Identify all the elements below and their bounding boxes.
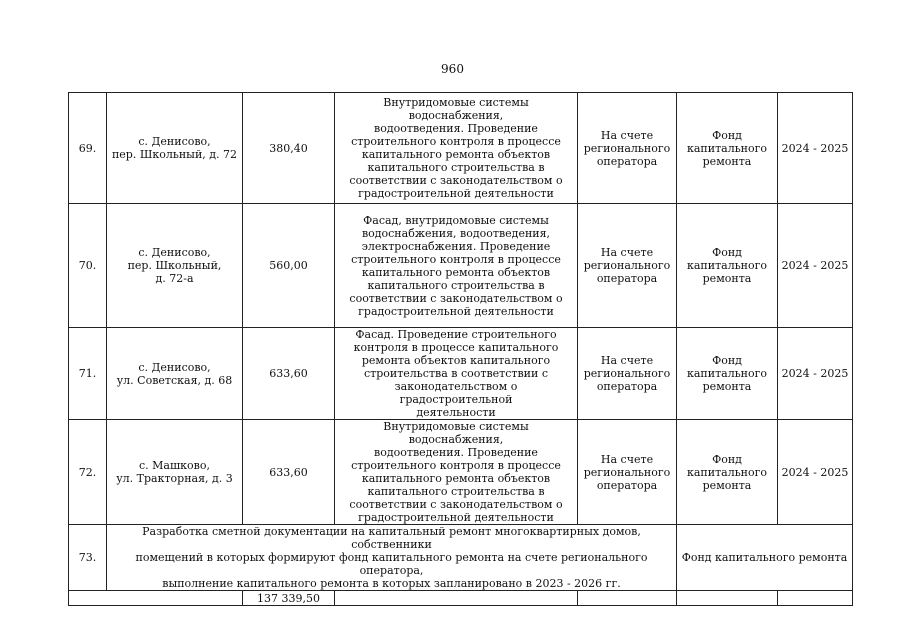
description-line: помещений в которых формируют фонд капитального ремонта на счете регионального оператора, xyxy=(135,551,648,577)
work-line: водоснабжения, водоотведения, xyxy=(361,226,551,240)
page-number: 960 xyxy=(441,62,464,76)
address-cell xyxy=(107,204,243,328)
account-line: оператора xyxy=(596,478,658,492)
account-line: регионального xyxy=(583,141,671,155)
table-row xyxy=(69,93,853,204)
fund-cell xyxy=(677,328,778,420)
table-row xyxy=(69,204,853,328)
fund-line: капитального xyxy=(686,367,768,380)
work-description-cell xyxy=(335,420,578,525)
address-line: д. 72-а xyxy=(155,272,194,285)
row-number: 70. xyxy=(69,204,107,328)
account-cell xyxy=(578,328,677,420)
work-line: соответствии с законодательством о xyxy=(349,498,563,511)
empty-cell xyxy=(677,591,778,606)
work-line: ремонта объектов капитального xyxy=(361,354,551,367)
address-line: пер. Школьный, xyxy=(127,259,222,272)
work-line: градостроительной деятельности xyxy=(358,304,554,318)
work-description-cell xyxy=(335,204,578,328)
total-row xyxy=(69,591,853,606)
fund-line: Фонд xyxy=(712,354,742,367)
fund-line: капитального xyxy=(686,141,768,155)
work-line: градостроительной деятельности xyxy=(358,511,554,524)
work-line: строительства в соответствии с xyxy=(363,367,549,380)
fund-line: ремонта xyxy=(702,478,752,492)
work-line: деятельности xyxy=(416,406,496,419)
address-line: с. Денисово, xyxy=(138,246,211,259)
work-line: электроснабжения. Проведение xyxy=(361,239,551,253)
work-line: капитального ремонта объектов xyxy=(361,472,551,485)
work-line: капитального ремонта объектов xyxy=(361,265,551,279)
table-row xyxy=(69,420,853,525)
work-line: Фасад, внутридомовые системы xyxy=(363,213,549,227)
fund-line: капитального xyxy=(686,259,768,272)
design-documentation-description xyxy=(107,525,677,591)
fund-line: ремонта xyxy=(702,154,752,168)
work-line: капитального строительства в xyxy=(367,161,545,174)
empty-cell xyxy=(778,591,853,606)
description-line: Разработка сметной документации на капитальный ремонт многоквартирных домов, собственники xyxy=(142,525,641,551)
fund-line: капитального xyxy=(686,465,768,479)
fund-line: Фонд xyxy=(712,452,742,466)
account-line: На счете xyxy=(600,452,654,466)
work-line: строительного контроля в процессе xyxy=(351,459,561,472)
address-line: ул. Тракторная, д. 3 xyxy=(116,472,233,485)
row-number: 69. xyxy=(69,93,107,204)
cost-cell: 633,60 xyxy=(243,420,335,525)
work-description-cell xyxy=(335,93,578,204)
address-cell xyxy=(107,420,243,525)
work-line: контроля в процессе капитального xyxy=(353,341,559,354)
cost-cell: 380,40 xyxy=(243,93,335,204)
fund-line: ремонта xyxy=(702,380,752,393)
empty-cell xyxy=(335,591,578,606)
account-line: регионального xyxy=(583,367,671,380)
row-number: 73. xyxy=(69,525,107,591)
row-number: 71. xyxy=(69,328,107,420)
work-line: соответствии с законодательством о xyxy=(349,174,563,187)
row-number: 72. xyxy=(69,420,107,525)
address-line: пер. Школьный, д. 72 xyxy=(111,148,238,161)
cost-cell: 560,00 xyxy=(243,204,335,328)
address-line: с. Денисово, xyxy=(138,135,211,148)
description-line: выполнение капитального ремонта в которых запланировано в 2023 - 2026 гг. xyxy=(162,577,621,590)
table-row xyxy=(69,525,853,591)
work-line: капитального ремонта объектов xyxy=(361,148,551,161)
fund-cell xyxy=(677,204,778,328)
total-cost: 137 339,50 xyxy=(243,591,335,606)
fund-line: Фонд xyxy=(712,128,742,142)
account-cell xyxy=(578,420,677,525)
empty-cell xyxy=(578,591,677,606)
capital-repair-table xyxy=(68,92,853,606)
period-cell: 2024 - 2025 xyxy=(778,328,853,420)
fund-cell xyxy=(677,420,778,525)
account-cell xyxy=(578,204,677,328)
work-line: Внутридомовые системы водоснабжения, xyxy=(383,96,529,122)
work-line: строительного контроля в процессе xyxy=(351,252,561,266)
account-line: На счете xyxy=(600,246,654,259)
fund-line: Фонд xyxy=(712,246,742,259)
account-line: оператора xyxy=(596,154,658,168)
empty-cell xyxy=(69,591,243,606)
work-line: строительного контроля в процессе xyxy=(351,135,561,148)
work-line: градостроительной деятельности xyxy=(358,187,554,200)
address-line: с. Денисово, xyxy=(138,360,211,374)
work-line: водоотведения. Проведение xyxy=(374,122,538,135)
table-row xyxy=(69,328,853,420)
address-cell xyxy=(107,328,243,420)
period-cell: 2024 - 2025 xyxy=(778,93,853,204)
account-line: регионального xyxy=(583,259,671,272)
work-line: Внутридомовые системы водоснабжения, xyxy=(383,420,529,446)
account-line: оператора xyxy=(596,380,658,393)
work-line: соответствии с законодательством о xyxy=(349,291,563,305)
fund-cell xyxy=(677,93,778,204)
account-line: регионального xyxy=(583,465,671,479)
address-line: с. Машково, xyxy=(138,459,210,472)
account-line: На счете xyxy=(600,354,654,367)
address-line: ул. Советская, д. 68 xyxy=(116,373,233,387)
work-line: капитального строительства в xyxy=(367,278,545,292)
account-cell xyxy=(578,93,677,204)
fund-cell: Фонд капитального ремонта xyxy=(677,525,853,591)
period-cell: 2024 - 2025 xyxy=(778,420,853,525)
cost-cell: 633,60 xyxy=(243,328,335,420)
account-line: На счете xyxy=(600,128,654,142)
work-description-cell xyxy=(335,328,578,420)
work-line: капитального строительства в xyxy=(367,485,545,498)
period-cell: 2024 - 2025 xyxy=(778,204,853,328)
fund-line: ремонта xyxy=(702,272,752,285)
address-cell xyxy=(107,93,243,204)
work-line: Фасад. Проведение строительного xyxy=(355,328,557,341)
work-line: водоотведения. Проведение xyxy=(374,446,538,459)
work-line: законодательством о градостроительной xyxy=(394,380,518,406)
account-line: оператора xyxy=(596,272,658,285)
